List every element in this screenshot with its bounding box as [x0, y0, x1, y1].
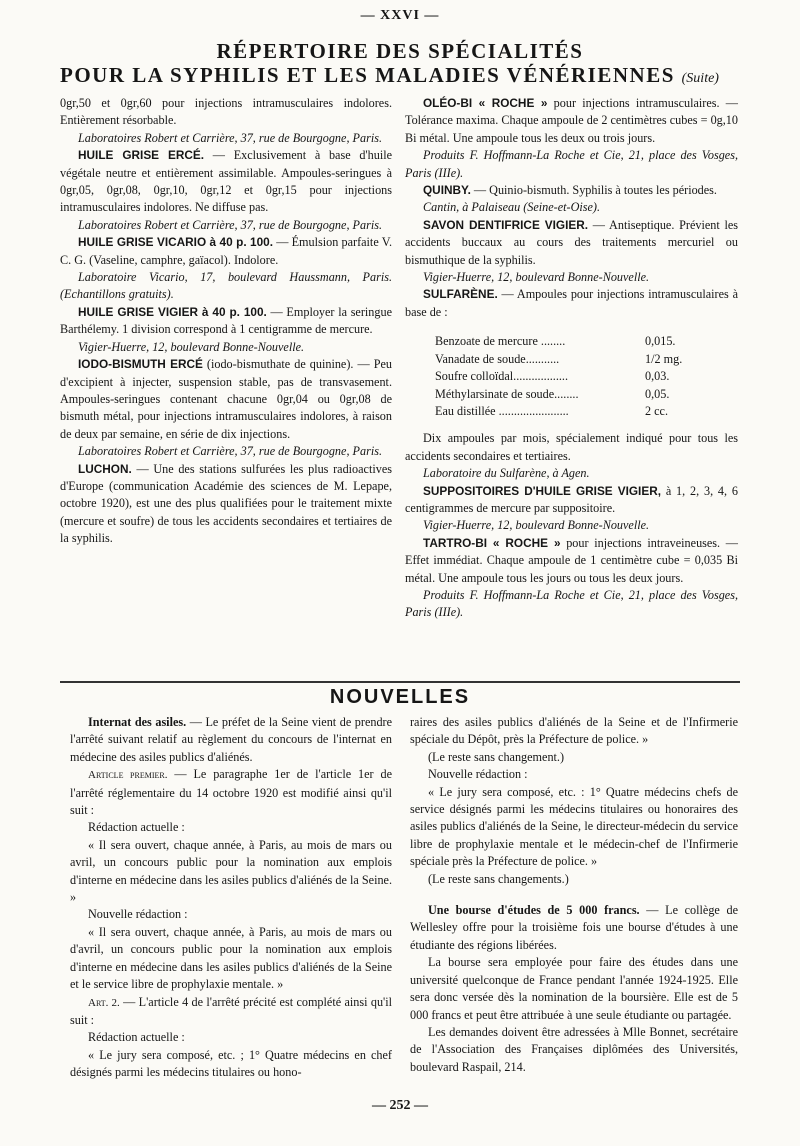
quotation: « Le jury sera composé, etc. ; 1° Quatre médecins en chef désignés parmi les médecins titulaires ou hono- [70, 1047, 392, 1080]
paragraph: Les demandes doivent être adressées à Mlle Bonnet, secrétaire de l'Association des Françaises diplômées des Universités, boulevard Raspail, 214. [410, 1024, 738, 1074]
news-headline: Internat des asiles. [88, 715, 187, 729]
entry-name: LUCHON. [78, 461, 132, 476]
paragraph: (Le reste sans changements.) [428, 871, 569, 886]
news-headline: Une bourse d'études de 5 000 francs. [428, 903, 640, 918]
component-name: Vanadate de soude........... [435, 351, 560, 366]
news-item-internat [70, 714, 392, 766]
address: Laboratoires Robert et Carrière, 37, rue de Bourgogne, Paris. [78, 444, 382, 459]
entry-text: à 1, 2, 3, 4, 6 centigrammes de mercure par suppositoire. [405, 483, 738, 515]
entry-text: pour injections intraveineuses. — Effet immédiat. Chaque ampoule de 1 centimètre cube = 0,035 Bi métal. Une ampoule tous les jours ou tous les deux jours. [405, 535, 738, 585]
paragraph: Nouvelle rédaction : [88, 907, 188, 922]
address: Produits F. Hoffmann-La Roche et Cie, 21, place des Vosges, Paris (IIIe). [405, 587, 738, 620]
entry-iodo-bismuth-erce [60, 356, 392, 443]
paragraph: Dix ampoules par mois, spécialement indiqué pour tous les accidents secondaires et tertiaires. [405, 431, 738, 463]
paragraph: (Le reste sans changement.) [428, 749, 565, 764]
news-item-bourse [410, 902, 738, 954]
composition-table [435, 333, 695, 420]
component-amount: 2 cc. [645, 403, 669, 418]
entry-huile-grise-vicario [60, 234, 392, 269]
entry-name: SULFARÈNE. [423, 287, 498, 302]
quotation: « Le jury sera composé, etc. : 1° Quatre médecins chefs de service désignés parmi les médecins titulaires ou honoraires des asiles publics d'aliénés de la Seine, le directeur-médecin du service libre de prophylaxie mentale et le médecin-chef de l'Infirmerie spéciale près la Préfecture de police. » [410, 784, 738, 869]
news-column-right [410, 714, 738, 1076]
entry-text: (iodo-bismuthate de quinine). — Peu d'excipient à injecter, suspension stable, pas de transvasement. Ampoules-seringues contenant chacune 0gr,04 ou 0gr,08 de bismuth métal, pour injections intramusculaires indolores, à raison de deux par semaine, en série de dix injections. [60, 357, 392, 441]
article-label: Article premier. [88, 769, 168, 782]
component-amount: 0,05. [645, 386, 670, 401]
paragraph: La bourse sera employée pour faire des études dans une université quelconque de France pendant l'année 1924-1925. Elle sera donc versée dès la nomination de la boursière. Elle est de 5 000 francs et peut être attribuée à une seule étudiante ou partagée. [410, 955, 738, 1022]
entry-text: — Quinio-bismuth. Syphilis à toutes les périodes. [470, 183, 717, 198]
repertoire-column-right [405, 95, 738, 622]
news-title: NOUVELLES [329, 686, 471, 708]
article-text: — L'article 4 de l'arrêté précité est complété ainsi qu'il suit : [70, 994, 393, 1027]
component-name: Eau distillée ....................... [435, 403, 569, 418]
article-paragraph [70, 766, 392, 819]
news-column-left [70, 714, 392, 1082]
entry-savon-dentifrice [405, 217, 738, 269]
address: Vigier-Huerre, 12, boulevard Bonne-Nouvelle. [423, 270, 650, 285]
component-name: Soufre colloïdal.................. [435, 369, 569, 384]
address: Laboratoires Robert et Carrière, 37, rue de Bourgogne, Paris. [78, 130, 382, 145]
entry-text: — Émulsion parfaite V. C. G. (Vaseline, camphre, gaïacol). Indolore. [60, 235, 392, 267]
entry-text: — Exclusivement à base d'huile végétale neutre et entièrement assimilable. Ampoules-seringues à 0gr,05, 0gr,08, 0gr,10, 0gr,12 et 0gr,15 pour injections intramusculaires indolores. Ne diffuse pas. [60, 148, 392, 215]
entry-luchon [60, 461, 392, 548]
entry-name: OLÉO-BI « ROCHE » [423, 96, 548, 110]
paragraph: Rédaction actuelle : [88, 820, 185, 835]
composition-row [435, 386, 695, 403]
entry-text: — Une des stations sulfurées les plus radioactives d'Europe (communication Académie des sciences de M. Lepape, octobre 1920), est une des plus qualifiées pour le traitement mixte (mercure et soufre) de tous les accidents secondaires et tertiaires de la syphilis. [60, 461, 392, 546]
entry-text: — Employer la seringue Barthélemy. 1 division correspond à 1 centigramme de mercure. [60, 304, 392, 337]
address: Vigier-Huerre, 12, boulevard Bonne-Nouvelle. [78, 339, 305, 354]
repertoire-column-left [60, 95, 392, 548]
section-divider [60, 681, 740, 683]
article-paragraph [70, 994, 392, 1030]
entry-name: HUILE GRISE ERCÉ. [78, 148, 205, 163]
entry-suppositoires [405, 483, 738, 518]
composition-row [435, 333, 695, 350]
address: Cantin, à Palaiseau (Seine-et-Oise). [423, 200, 601, 215]
address: Produits F. Hoffmann-La Roche et Cie, 21, place des Vosges, Paris (IIIe). [405, 148, 738, 180]
composition-row [435, 368, 695, 385]
paragraph: Nouvelle rédaction : [428, 767, 528, 782]
entry-text: — Antiseptique. Prévient les accidents buccaux au cours des traitements mercuriel ou bismuthique de la syphilis. [405, 217, 738, 267]
section-subtitle [60, 63, 780, 91]
section-title: RÉPERTOIRE DES SPÉCIALITÉS [216, 39, 584, 63]
component-name: Méthylarsinate de soude........ [435, 386, 579, 401]
entry-text: pour injections intramusculaires. — Tolérance maxima. Chaque ampoule de 2 centimètres cubes = 0g,10 Bi métal. Une ampoule tous les deux ou trois jours. [405, 96, 738, 145]
component-amount: 1/2 mg. [645, 351, 683, 366]
component-name: Benzoate de mercure ........ [435, 334, 566, 349]
composition-row [435, 351, 695, 368]
component-amount: 0,03. [645, 369, 670, 384]
entry-sulfarene [405, 286, 738, 321]
address: Vigier-Huerre, 12, boulevard Bonne-Nouvelle. [423, 518, 650, 533]
entry-name: TARTRO-BI « ROCHE » [423, 535, 561, 550]
page-header-number: — XXVI — [360, 8, 440, 23]
quotation: « Il sera ouvert, chaque année, à Paris, au mois de mars ou d'avril, un concours public pour la nomination aux emplois d'interne en médecine dans les asiles publics d'aliénés de la Seine et le service libre de prophylaxie mentale. » [70, 924, 392, 992]
news-text: — Le préfet de la Seine vient de prendre l'arrêté suivant relatif au règlement du concours de l'internat en médecine des asiles publics d'aliénés. [70, 715, 393, 764]
entry-name: QUINBY. [423, 183, 471, 198]
entry-name: SAVON DENTIFRICE VIGIER. [423, 217, 589, 232]
subtitle-text: POUR LA SYPHILIS ET LES MALADIES VÉNÉRIENNES [60, 63, 675, 87]
article-text: — Le paragraphe 1er de l'article 1er de l'arrêté réglementaire du 14 octobre 1920 est modifié ainsi qu'il suit : [70, 767, 392, 818]
paragraph: Rédaction actuelle : [88, 1030, 185, 1045]
composition-row [435, 403, 695, 420]
entry-name: SUPPOSITOIRES D'HUILE GRISE VIGIER, [423, 483, 661, 498]
page-footer-number: — 252 — [372, 1098, 428, 1113]
entry-oleo-bi [405, 95, 738, 147]
paragraph: 0gr,50 et 0gr,60 pour injections intramusculaires indolores. Entièrement résorbable. [60, 96, 392, 128]
quotation: « Il sera ouvert, chaque année, à Paris, au mois de mars ou avril, un concours public pour la nomination aux emplois d'interne en médecine dans les asiles publics d'aliénés de la Seine. » [70, 837, 392, 905]
entry-text: — Ampoules pour injections intramusculaires à base de : [405, 287, 738, 319]
article-label: Art. 2. [88, 996, 120, 1009]
entry-huile-grise-erce [60, 147, 392, 217]
suite-note: (Suite) [681, 71, 719, 86]
address: Laboratoire Vicario, 17, boulevard Haussmann, Paris. (Echantillons gratuits). [60, 270, 392, 302]
entry-name: IODO-BISMUTH ERCÉ [78, 357, 203, 372]
entry-huile-grise-vigier [60, 304, 392, 339]
entry-quinby [405, 182, 738, 199]
entry-tartro-bi [405, 535, 738, 587]
address: Laboratoires Robert et Carrière, 37, rue de Bourgogne, Paris. [78, 217, 382, 232]
address: Laboratoire du Sulfarène, à Agen. [423, 466, 590, 481]
entry-name: HUILE GRISE VIGIER à 40 p. 100. [78, 304, 267, 319]
paragraph: raires des asiles publics d'aliénés de la Seine et de l'Infirmerie spéciale du Dépôt, près la Préfecture de police. » [410, 715, 738, 747]
component-amount: 0,015. [645, 334, 676, 349]
news-text: — Le collège de Wellesley offre pour la troisième fois une bourse d'études à une étudiante des régions libérées. [410, 903, 738, 952]
entry-name: HUILE GRISE VICARIO à 40 p. 100. [78, 235, 273, 250]
